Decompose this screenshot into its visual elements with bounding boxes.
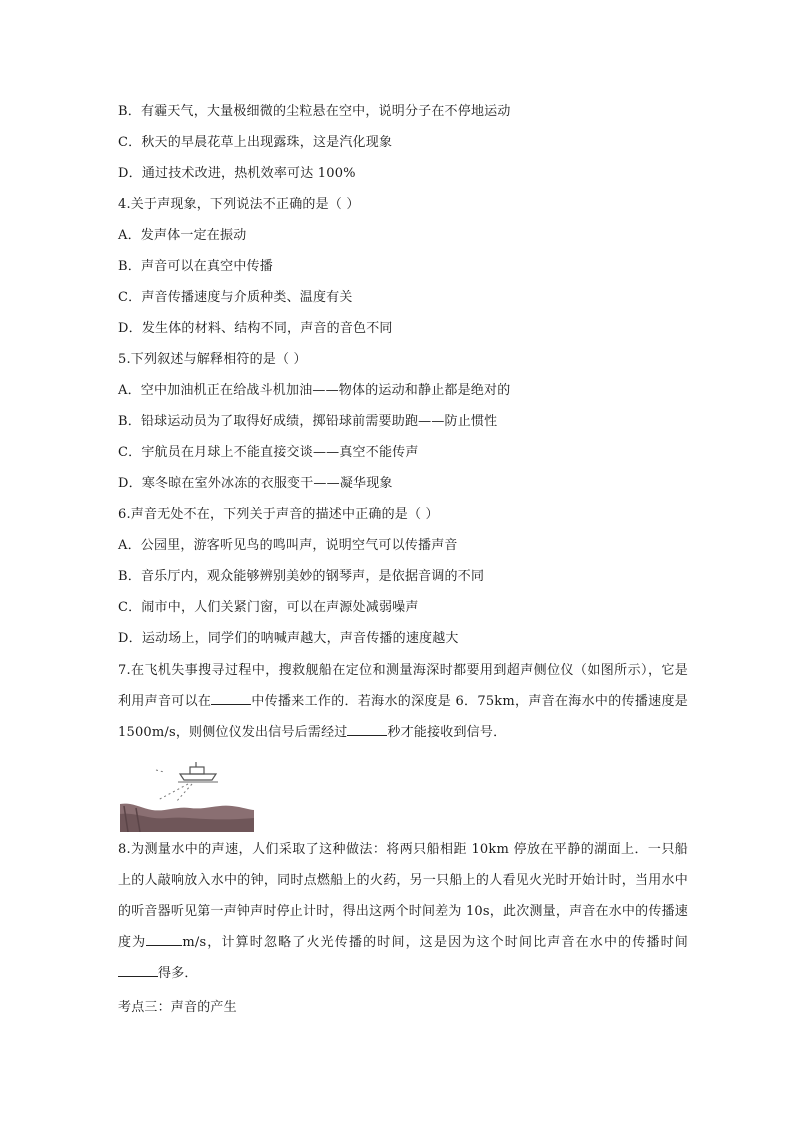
q6-option-a: A．公园里，游客听见鸟的鸣叫声，说明空气可以传播声音 — [118, 538, 458, 553]
sound-wave-icon — [156, 770, 192, 802]
q7-blank-2[interactable] — [347, 723, 387, 736]
q7-text-part3: 秒才能接收到信号． — [387, 725, 507, 740]
sonar-figure — [118, 758, 258, 832]
q8-blank-1[interactable] — [146, 933, 182, 946]
q5-option-b: B．铅球运动员为了取得好成绩，掷铅球前需要助跑——防止惯性 — [118, 414, 498, 429]
q7-text — [118, 655, 688, 748]
q6-option-d: D．运动场上，同学们的呐喊声越大，声音传播的速度越大 — [118, 631, 459, 646]
q3-option-c: C．秋天的早晨花草上出现露珠，这是汽化现象 — [118, 135, 393, 150]
q8-blank-2[interactable] — [118, 964, 158, 977]
q3-option-d: D．通过技术改进，热机效率可达 100% — [118, 166, 356, 181]
ship-icon — [178, 762, 218, 782]
q8-text-part1: 8.为测量水中的声速，人们采取了这种做法：将两只船相距 10km 停放在平静的湖面上．一只船上的人敲响放入水中的钟，同时点燃船上的火药，另一只船上的人看见火光时开始计时，当用水中的听音器听见第一声钟声时停止计时，得出这两个时间差为 10s，此次测量，声音在水中的传播速度为 — [118, 842, 688, 950]
q5-option-c: C．宇航员在月球上不能直接交谈——真空不能传声 — [118, 445, 419, 460]
seabed-icon — [120, 804, 254, 832]
q4-option-b: B．声音可以在真空中传播 — [118, 259, 273, 274]
q8-text-part2: m/s，计算时忽略了火光传播的时间，这是因为这个时间比声音在水中的传播时间 — [182, 935, 689, 950]
q5-option-d: D．寒冬晾在室外冰冻的衣服变干——凝华现象 — [118, 476, 393, 491]
q6-option-c: C．闹市中，人们关紧门窗，可以在声源处减弱噪声 — [118, 600, 419, 615]
q3-option-b: B．有霾天气，大量极细微的尘粒悬在空中，说明分子在不停地运动 — [118, 104, 511, 119]
q4-stem: 4.关于声现象，下列说法不正确的是（ ） — [118, 197, 360, 212]
q5-stem: 5.下列叙述与解释相符的是（ ） — [118, 352, 307, 367]
q7-text-part1: 7.在飞机失事搜寻过程中，搜救舰船在定位和测量海深时都要用到超声侧位仪（如图所示），它是利用声音可以在 — [118, 663, 688, 709]
section-heading: 考点三：声音的产生 — [118, 1000, 237, 1015]
q8-text-part3: 得多． — [158, 966, 198, 981]
q7-blank-1[interactable] — [211, 692, 251, 705]
q7-text-part2: 中传播来工作的．若海水的深度是 6．75km，声音在海水中的传播速度是 1500m/s，则侧位仪发出信号后需经过 — [118, 694, 688, 740]
q8-text — [118, 834, 688, 989]
q4-option-c: C．声音传播速度与介质种类、温度有关 — [118, 290, 353, 305]
q6-option-b: B．音乐厅内，观众能够辨别美妙的钢琴声，是依据音调的不同 — [118, 569, 485, 584]
q4-option-a: A．发声体一定在振动 — [118, 228, 247, 243]
q6-stem: 6.声音无处不在，下列关于声音的描述中正确的是（ ） — [118, 507, 439, 522]
q4-option-d: D．发生体的材料、结构不同，声音的音色不同 — [118, 321, 393, 336]
q5-option-a: A．空中加油机正在给战斗机加油——物体的运动和静止都是绝对的 — [118, 383, 511, 398]
